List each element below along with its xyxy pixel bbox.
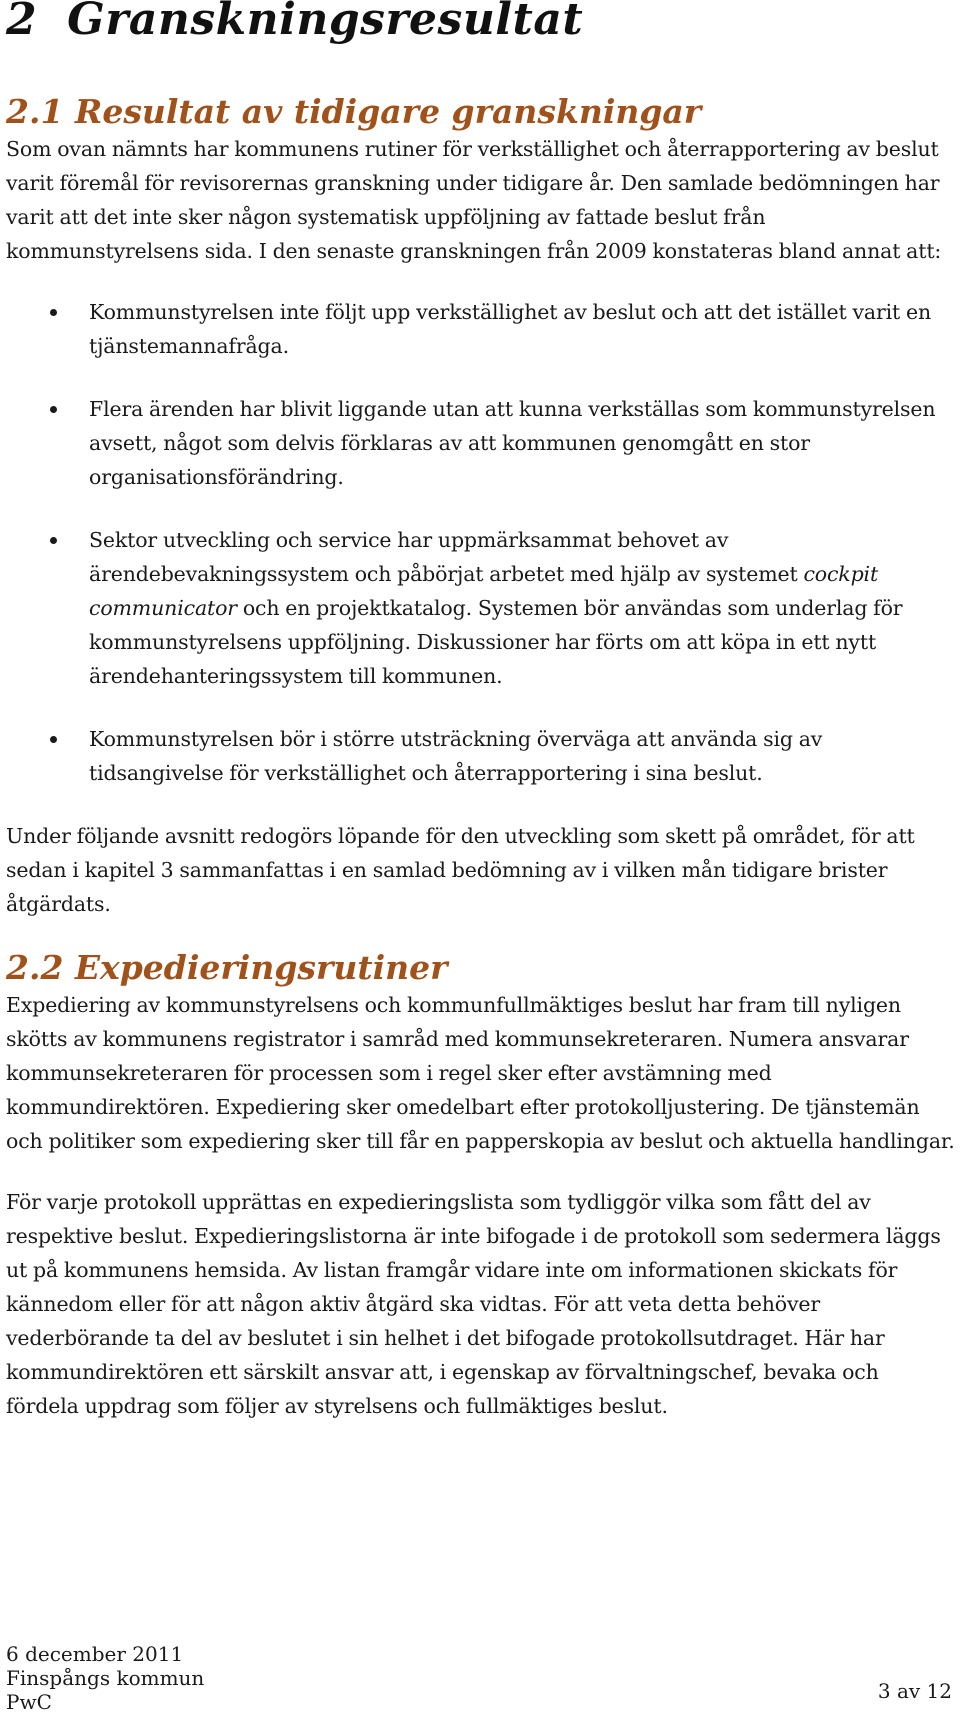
document-page <box>6 0 956 1423</box>
list-item <box>6 295 956 363</box>
section-1-closing-paragraph: Under följande avsnitt redogörs löpande för den utveckling som skett på området, för att sedan i kapitel 3 sammanfattas i en samlad bedömning av i vilken mån tidigare brister åtgärdats. <box>6 824 915 916</box>
list-item-text-end: och en projektkatalog. Systemen bör användas som underlag för kommunstyrelsens uppföljning. Diskussioner har förts om att köpa in ett nytt ärendehanteringssystem till kommunen. <box>89 596 903 688</box>
list-item-text-start: Sektor utveckling och service har uppmärksammat behovet av ärendebevakningssystem och påbörjat arbetet med hjälp av systemet <box>89 528 804 586</box>
list-item-text: Kommunstyrelsen bör i större utsträckning överväga att använda sig av tidsangivelse för verkställighet och återrapportering i sina beslut. <box>89 727 823 785</box>
page-number: 3 av 12 <box>877 1679 952 1703</box>
list-item <box>6 392 956 494</box>
bullet-icon <box>50 309 57 316</box>
footer-company: PwC <box>6 1690 52 1714</box>
footer-date: 6 december 2011 <box>6 1642 184 1666</box>
bullet-icon <box>50 537 57 544</box>
chapter-heading <box>6 0 956 44</box>
list-item <box>6 523 956 693</box>
chapter-number: 2 <box>6 0 38 45</box>
system-name-italic: cockpit communicator <box>89 562 879 620</box>
list-item-text: Flera ärenden har blivit liggande utan att kunna verkställas som kommunstyrelsen avsett, något som delvis förklaras av att kommunen genomgått en stor organisationsförändring. <box>89 397 936 489</box>
bullet-icon <box>50 406 57 413</box>
section-2-paragraph-2: För varje protokoll upprättas en expedieringslista som tydliggör vilka som fått del av respektive beslut. Expedieringslistorna är inte bifogade i de protokoll som sedermera läggs ut på kommunens hemsida. Av listan framgår vidare inte om informationen skickats för kännedom eller för att någon aktiv åtgärd ska vidtas. För att veta detta behöver vederbörande ta del av beslutet i sin helhet i det bifogade protokollsutdraget. Här har kommundirektören ett särskilt ansvar att, i egenskap av förvaltningschef, bevaka och fördela uppdrag som följer av styrelsens och fullmäktiges beslut. <box>6 1190 941 1418</box>
section-2-paragraph-1: Expediering av kommunstyrelsens och kommunfullmäktiges beslut har fram till nyligen skötts av kommunens registrator i samråd med kommunsekreteraren. Numera ansvarar kommunsekreteraren för processen som i regel sker efter avstämning med kommundirektören. Expediering sker omedelbart efter protokolljustering. De tjänstemän och politiker som expediering sker till får en papperskopia av beslut och aktuella handlingar. <box>6 993 955 1153</box>
list-item <box>6 722 956 790</box>
bullet-icon <box>50 736 57 743</box>
chapter-title: Granskningsresultat <box>67 0 584 45</box>
section-1-intro-paragraph: Som ovan nämnts har kommunens rutiner för verkställighet och återrapportering av beslut varit föremål för revisorernas granskning under tidigare år. Den samlade bedömningen har varit att det inte sker någon systematisk uppföljning av fattade beslut från kommunstyrelsens sida. I den senaste granskningen från 2009 konstateras bland annat att: <box>6 137 942 263</box>
section-heading-2-1: 2.1 Resultat av tidigare granskningar <box>6 92 702 131</box>
section-heading-2-2: 2.2 Expedieringsrutiner <box>6 948 448 987</box>
footer-organization: Finspångs kommun <box>6 1666 205 1690</box>
findings-bullet-list <box>6 295 956 790</box>
page-footer <box>6 1642 952 1714</box>
list-item-text: Kommunstyrelsen inte följt upp verkställighet av beslut och att det istället varit en tjänstemannafråga. <box>89 300 932 358</box>
